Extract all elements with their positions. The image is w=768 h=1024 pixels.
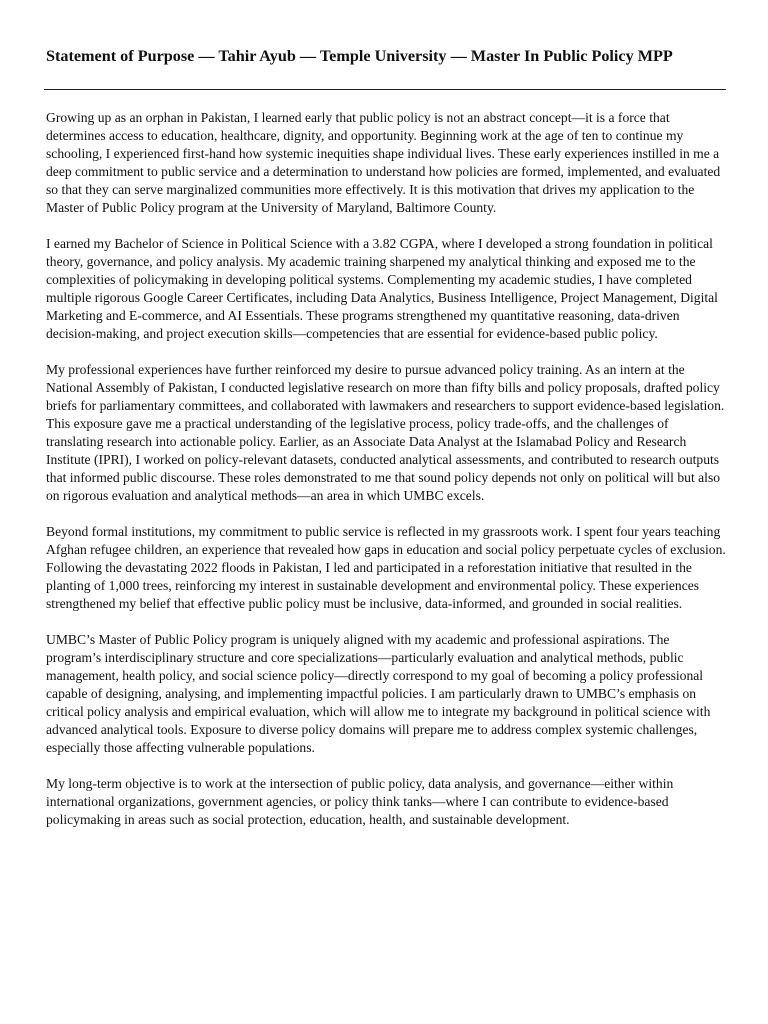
paragraph: UMBC’s Master of Public Policy program is uniquely aligned with my academic and professional aspirations. The program’s interdisciplinary structure and core specializations—particularly evaluation and analytical methods, public management, health policy, and social science policy—directly correspond to my goal of becoming a policy professional capable of designing, analysing, and implementing impactful policies. I am particularly drawn to UMBC’s emphasis on critical policy analysis and empirical evaluation, which will allow me to integrate my background in political science with advanced analytical tools. Exposure to diverse policy domains will prepare me to address complex systemic challenges, especially those affecting vulnerable populations.: [46, 632, 711, 755]
document-body: [44, 109, 726, 829]
document-title: Statement of Purpose — Tahir Ayub — Temple University — Master In Public Policy MPP: [46, 47, 673, 65]
paragraph: My long-term objective is to work at the intersection of public policy, data analysis, and governance—either within international organizations, government agencies, or policy think tanks—where I can contribute to evidence-based policymaking in areas such as social protection, education, health, and sustainable development.: [46, 776, 674, 827]
paragraph: Growing up as an orphan in Pakistan, I learned early that public policy is not an abstract concept—it is a force that determines access to education, healthcare, dignity, and opportunity. Beginning work at the age of ten to continue my schooling, I experienced first-hand how systemic inequities shape individual lives. These early experiences instilled in me a deep commitment to public service and a determination to understand how policies are formed, implemented, and evaluated so that they can serve marginalized communities more effectively. It is this motivation that drives my application to the Master of Public Policy program at the University of Maryland, Baltimore County.: [46, 110, 721, 215]
paragraph: My professional experiences have further reinforced my desire to pursue advanced policy training. As an intern at the National Assembly of Pakistan, I conducted legislative research on more than fifty bills and policy proposals, drafted policy briefs for parliamentary committees, and collaborated with lawmakers and researchers to support evidence-based legislation. This exposure gave me a practical understanding of the legislative process, policy trade-offs, and the challenges of translating research into actionable policy. Earlier, as an Associate Data Analyst at the Islamabad Policy and Research Institute (IPRI), I worked on policy-relevant datasets, conducted analytical assessments, and contributed to research outputs that informed public discourse. These roles demonstrated to me that sound policy depends not only on political will but also on rigorous evaluation and analytical methods—an area in which UMBC excels.: [46, 362, 725, 503]
document-page: [44, 44, 726, 829]
paragraph: Beyond formal institutions, my commitment to public service is reflected in my grassroots work. I spent four years teaching Afghan refugee children, an experience that revealed how gaps in education and social policy perpetuate cycles of exclusion. Following the devastating 2022 floods in Pakistan, I led and participated in a reforestation initiative that resulted in the planting of 1,000 trees, reinforcing my interest in sustainable development and environmental policy. These experiences strengthened my belief that effective public policy must be inclusive, data-informed, and grounded in social realities.: [46, 524, 726, 611]
title-divider: [44, 89, 726, 90]
paragraph: I earned my Bachelor of Science in Political Science with a 3.82 CGPA, where I developed a strong foundation in political theory, governance, and policy analysis. My academic training sharpened my analytical thinking and exposed me to the complexities of policymaking in developing political systems. Complementing my academic studies, I have completed multiple rigorous Google Career Certificates, including Data Analytics, Business Intelligence, Project Management, Digital Marketing and E-commerce, and AI Essentials. These programs strengthened my quantitative reasoning, data-driven decision-making, and project execution skills—competencies that are essential for evidence-based public policy.: [46, 236, 718, 341]
